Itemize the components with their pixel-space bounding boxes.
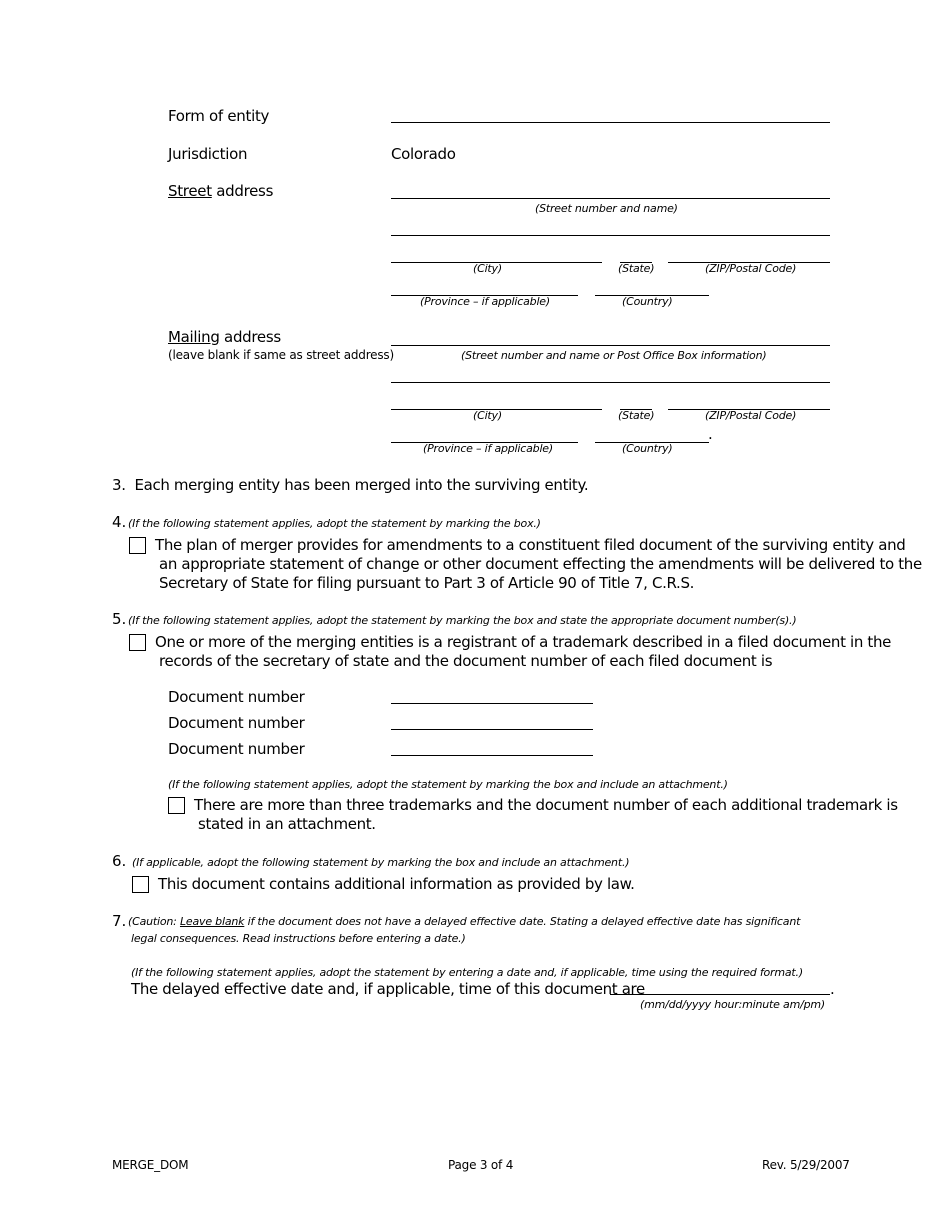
street-address-label [168,182,273,200]
caution-rest: if the document does not have a delayed effective date. Stating a delayed effective date has significant [244,915,801,928]
mailing-address-word: address [219,328,281,346]
street-state-caption: (State) [618,262,655,275]
delayed-effective-date-field[interactable] [610,994,830,995]
street-city-caption: (City) [473,262,502,275]
street-caption: (Street number and name) [535,202,678,215]
section-6-number: 6. [112,852,127,870]
section-5-line-2: records of the secretary of state and the document number of each filed document is [159,652,773,670]
section-3 [112,476,588,495]
section-4-number: 4. [112,513,127,531]
footer-revision: Rev. 5/29/2007 [762,1158,850,1172]
document-number-label-1: Document number [168,688,305,706]
section-6-checkbox[interactable] [132,876,149,893]
mailing-word: Mailing [168,328,220,346]
mailing-province-caption: (Province – if applicable) [423,442,553,455]
section-4-checkbox[interactable] [129,537,146,554]
section-6-instruction: (If applicable, adopt the following statement by marking the box and include an attachment.) [132,856,630,869]
caution-prefix: (Caution: [128,915,180,928]
footer-form-code: MERGE_DOM [112,1158,189,1172]
section-7-caution-line-2: legal consequences. Read instructions before entering a date.) [131,932,466,945]
form-of-entity-label: Form of entity [168,107,270,125]
jurisdiction-value: Colorado [391,145,456,163]
section-7-caution [128,915,800,928]
jurisdiction-label: Jurisdiction [168,145,248,163]
street-country-caption: (Country) [622,295,673,308]
street-line2-field[interactable] [391,235,830,236]
section-7-number: 7. [112,912,127,930]
caution-leave-blank: Leave blank [179,915,245,928]
section-4-instruction: (If the following statement applies, adopt the statement by marking the box.) [128,517,541,530]
mailing-address-label [168,328,281,346]
mailing-period: . [708,425,713,443]
section-5-number: 5. [112,610,127,628]
section-5-sub-line-2: stated in an attachment. [198,815,376,833]
section-3-number: 3. [112,476,126,494]
section-4-line-2: an appropriate statement of change or other document effecting the amendments will be delivered to the [159,555,922,573]
section-5-sub-line-1: There are more than three trademarks and the document number of each additional trademark is [194,796,898,814]
section-5-sub-instruction: (If the following statement applies, adopt the statement by marking the box and include an attachment.) [168,778,728,791]
section-5-line-1: One or more of the merging entities is a registrant of a trademark described in a filed document in the [155,633,891,651]
section-3-text: Each merging entity has been merged into the surviving entity. [134,476,589,494]
street-zip-caption: (ZIP/Postal Code) [705,262,797,275]
document-number-label-3: Document number [168,740,305,758]
mailing-line2-field[interactable] [391,382,830,383]
section-7-period: . [830,980,835,998]
date-format-caption: (mm/dd/yyyy hour:minute am/pm) [640,998,825,1011]
section-5-instruction: (If the following statement applies, adopt the statement by marking the box and state the appropriate document number(s).) [128,614,797,627]
mailing-zip-caption: (ZIP/Postal Code) [705,409,797,422]
mailing-country-caption: (Country) [622,442,673,455]
mailing-line-field[interactable] [391,345,830,346]
street-address-word: address [211,182,274,200]
mailing-caption: (Street number and name or Post Office Box information) [461,349,767,362]
footer-page-number: Page 3 of 4 [448,1158,514,1172]
section-4-line-3: Secretary of State for filing pursuant to Part 3 of Article 90 of Title 7, C.R.S. [159,574,695,592]
mailing-state-caption: (State) [618,409,655,422]
form-of-entity-field[interactable] [391,122,830,123]
street-province-caption: (Province – if applicable) [420,295,550,308]
mailing-city-caption: (City) [473,409,502,422]
document-number-field-1[interactable] [391,703,593,704]
document-number-label-2: Document number [168,714,305,732]
section-7-text: The delayed effective date and, if applicable, time of this document are [131,980,645,998]
street-line-field[interactable] [391,198,830,199]
mailing-note: (leave blank if same as street address) [168,348,394,362]
section-5-attachment-checkbox[interactable] [168,797,185,814]
section-6-text: This document contains additional information as provided by law. [158,875,635,893]
document-number-field-3[interactable] [391,755,593,756]
document-number-field-2[interactable] [391,729,593,730]
section-7-instruction: (If the following statement applies, adopt the statement by entering a date and, if applicable, time using the required format.) [131,966,803,979]
section-5-checkbox[interactable] [129,634,146,651]
section-4-line-1: The plan of merger provides for amendments to a constituent filed document of the surviving entity and [155,536,906,554]
street-word: Street [168,182,212,200]
